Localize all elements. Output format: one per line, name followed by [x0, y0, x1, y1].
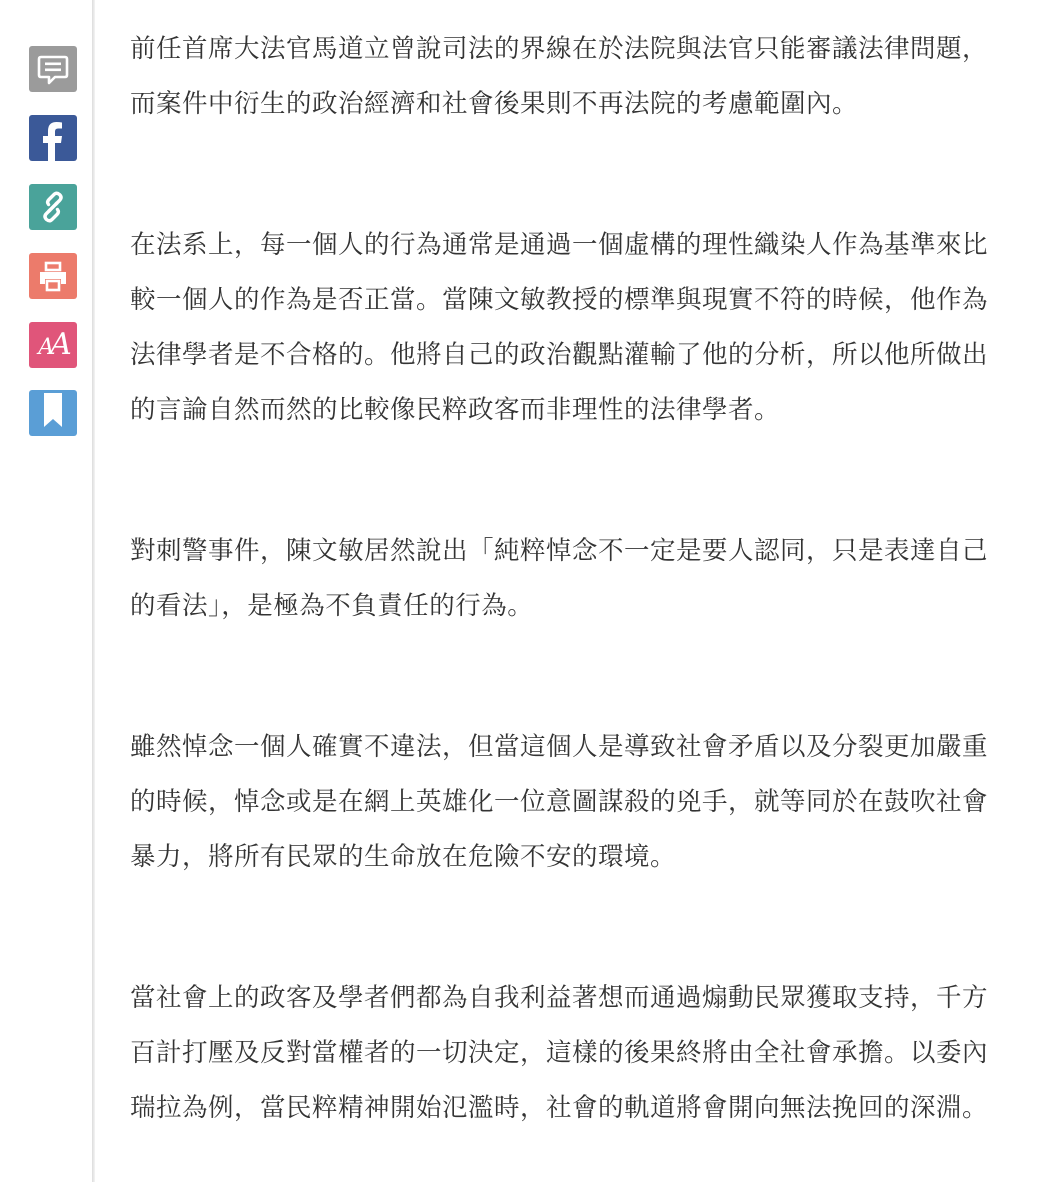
sidebar-divider [92, 0, 95, 1182]
article-body [130, 22, 1010, 1136]
article-paragraph: 對刺警事件，陳文敏居然說出「純粹悼念不一定是要人認同，只是表達自己的看法」，是極為不負責任的行為。 [130, 536, 989, 621]
copy-link-button[interactable] [29, 184, 77, 230]
article-paragraph: 雖然悼念一個人確實不違法，但當這個人是導致社會矛盾以及分裂更加嚴重的時候，悼念或是在網上英雄化一位意圖謀殺的兇手，就等同於在鼓吹社會暴力，將所有民眾的生命放在危險不安的環境。 [130, 732, 989, 872]
link-icon [35, 189, 71, 225]
font-size-button[interactable] [29, 322, 77, 368]
bookmark-icon [29, 390, 77, 436]
font-size-icon: AA [38, 327, 68, 362]
comment-icon [36, 52, 70, 86]
article-paragraph: 前任首席大法官馬道立曾說司法的界線在於法院與法官只能審議法律問題，而案件中衍生的政治經濟和社會後果則不再法院的考慮範圍內。 [130, 34, 989, 119]
facebook-button[interactable] [29, 115, 77, 161]
article-paragraph: 在法系上，每一個人的行為通常是通過一個虛構的理性織染人作為基準來比較一個人的作為是否正當。當陳文敏教授的標準與現實不符的時候，他作為法律學者是不合格的。他將自己的政治觀點灌輸了他的分析，所以他所做出的言論自然而然的比較像民粹政客而非理性的法律學者。 [130, 230, 989, 425]
comment-button[interactable] [29, 46, 77, 92]
facebook-icon [29, 115, 77, 161]
bookmark-button[interactable] [29, 390, 77, 436]
print-button[interactable] [29, 253, 77, 299]
article-paragraph: 當社會上的政客及學者們都為自我利益著想而通過煽動民眾獲取支持，千方百計打壓及反對當權者的一切決定，這樣的後果終將由全社會承擔。以委內瑞拉為例，當民粹精神開始氾濫時，社會的軌道將會開向無法挽回的深淵。 [130, 983, 989, 1123]
print-icon [36, 259, 70, 293]
